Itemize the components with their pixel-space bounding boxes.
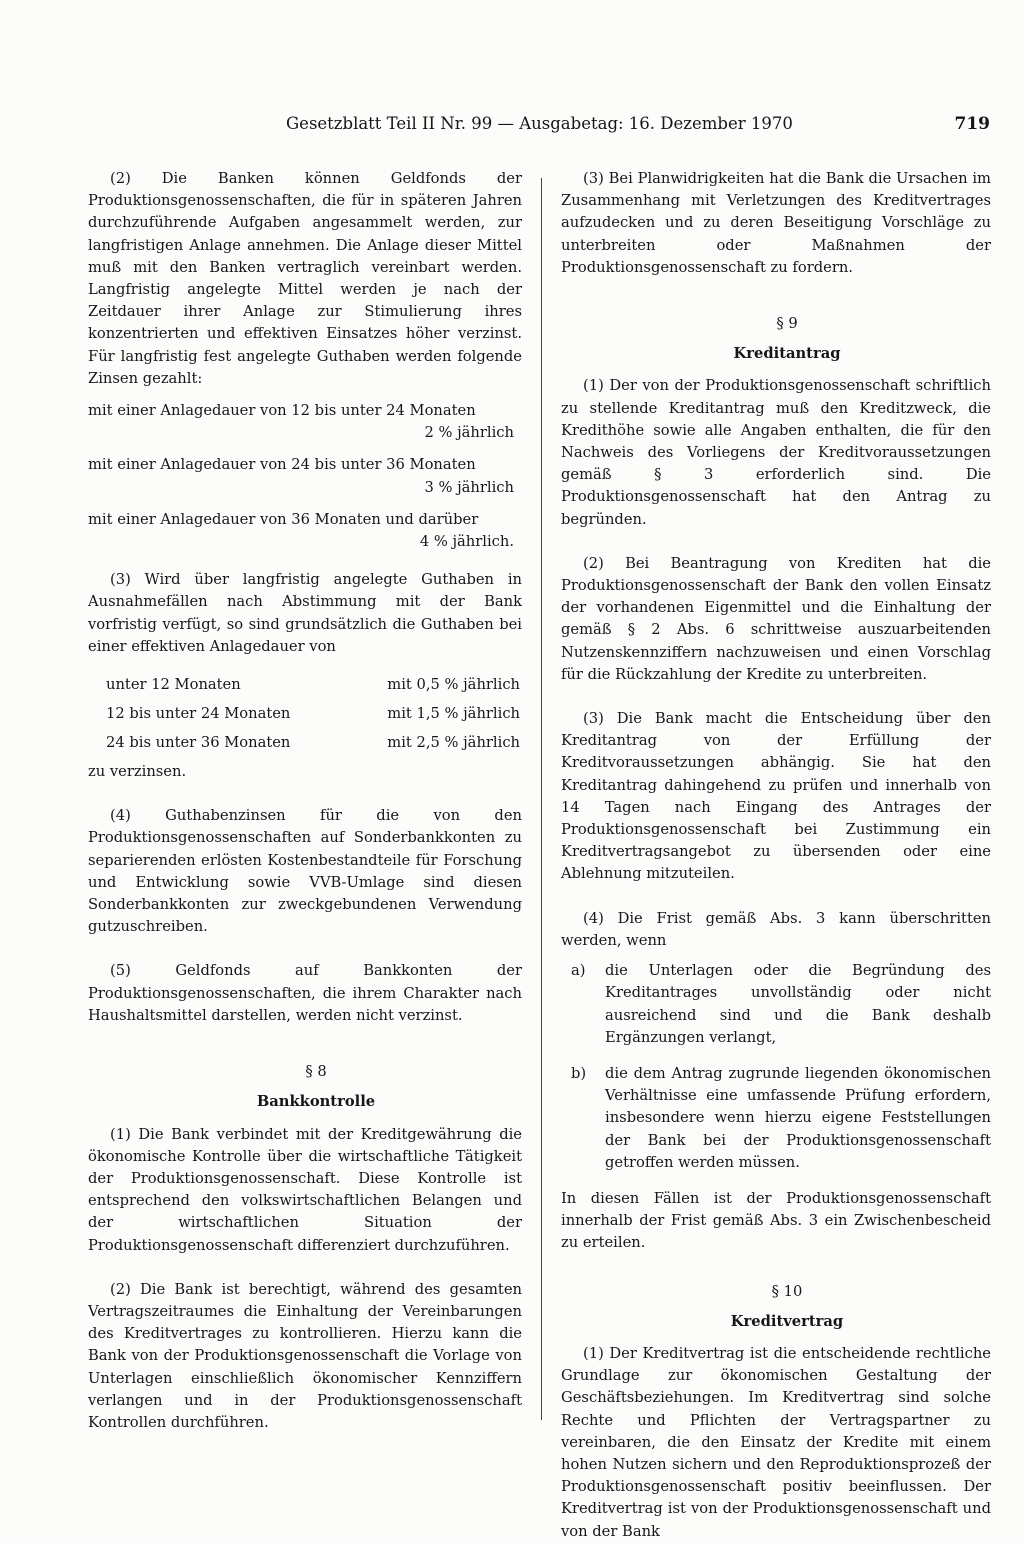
paragraph: (2) Die Bank ist berechtigt, während des gesamten Vertragszeitraumes die Einhaltung der Vereinbarungen des Kreditvertrages zu kontrollieren. Hierzu kann die Bank von der Produktionsgenossenschaft die Vorlage von Unterlagen einschließlich ökonomischer Kennziffern verlangen und in der Produktionsgenossenschaft Kontrollen durchführen. (88, 1280, 522, 1431)
rate-text: mit einer Anlagedauer von 36 Monaten und darüber (88, 510, 479, 528)
list-item (561, 960, 991, 1049)
list-item (561, 1063, 991, 1174)
section-title: Bankkontrolle (256, 1093, 376, 1111)
paragraph: (4) Guthabenzinsen für die von den Produktionsgenossenschaften auf Sonderbankkonten zu separierenden erlösten Kostenbestandteile für Forschung und Entwicklung sowie VVB-Umlage sind diesen Sonderbankkonten zur zweckgebundenen Verwendung gutzuschreiben. (88, 807, 522, 936)
rate-text: mit einer Anlagedauer von 12 bis unter 24 Monaten (88, 402, 476, 420)
paragraph: (5) Geldfonds auf Bankkonten der Produktionsgenossenschaften, die ihrem Charakter nach Haushaltsmittel darstellen, werden nicht verzinst. (88, 962, 522, 1024)
period-cell: 24 bis unter 36 Monaten (106, 734, 291, 752)
rate-cell: mit 0,5 % jährlich (387, 676, 520, 694)
section-number: § 9 (776, 315, 798, 333)
table-row (88, 732, 522, 761)
list-marker: b) (571, 1064, 587, 1082)
paragraph: In diesen Fällen ist der Produktionsgenossenschaft innerhalb der Frist gemäß Abs. 3 ein Zwischenbescheid zu erteilen. (561, 1189, 991, 1252)
list-text: die dem Antrag zugrunde liegenden ökonomischen Verhältnisse eine umfassende Prüfung erfordern, insbesondere wenn hierzu eigene Feststellungen der Bank bei der Produktionsgenossenschaft getroffen werden müssen. (605, 1064, 991, 1171)
list-text: die Unterlagen oder die Begründung des Kreditantrages unvollständig oder nicht ausreichend sind und die Bank deshalb Ergänzungen verlangt, (605, 962, 991, 1046)
page-header (90, 114, 990, 144)
paragraph: (1) Die Bank verbindet mit der Kreditgewährung die ökonomische Kontrolle über die wirtschaftliche Tätigkeit der Produktionsgenossenschaft. Diese Kontrolle ist entsprechend den volkswirtschaftlichen Belangen und der wirtschaftlichen Situation der Produktionsgenossenschaft differenziert durchzuführen. (88, 1125, 522, 1254)
rate-text: mit einer Anlagedauer von 24 bis unter 36 Monaten (88, 456, 476, 474)
rate-entry (88, 509, 522, 553)
rate-value: 2 % jährlich (424, 424, 514, 442)
section-number: § 8 (305, 1063, 327, 1081)
paragraph: (2) Bei Beantragung von Krediten hat die Produktionsgenossenschaft der Bank den vollen Einsatz der vorhandenen Eigenmittel und die Einhaltung der gemäß § 2 Abs. 6 schrittweise auszuarbeitenden Nutzenskennziffern nachzuweisen und einen Vorschlag für die Rückzahlung der Kredite zu unterbreiten. (561, 554, 991, 683)
column-divider (541, 178, 542, 1420)
rate-cell: mit 2,5 % jährlich (387, 734, 520, 752)
paragraph: (3) Wird über langfristig angelegte Guthaben in Ausnahmefällen nach Abstimmung mit der Bank vorfristig verfügt, so sind grundsätzlich die Guthaben bei einer effektiven Anlagedauer von (88, 571, 522, 655)
period-cell: 12 bis unter 24 Monaten (106, 705, 291, 723)
table-row (88, 674, 522, 703)
section-number: § 10 (771, 1282, 803, 1300)
rate-value: 3 % jährlich (424, 478, 514, 496)
paragraph: zu verzinsen. (88, 763, 187, 781)
right-column (561, 168, 991, 1543)
paragraph: (4) Die Frist gemäß Abs. 3 kann überschritten werden, wenn (561, 909, 991, 949)
paragraph: (2) Die Banken können Geldfonds der Produktionsgenossenschaften, die für in späteren Jahren durchzuführende Aufgaben angesammelt werden, zur langfristigen Anlage annehmen. Die Anlage dieser Mittel muß mit den Banken vertraglich vereinbart werden. Langfristig angelegte Mittel werden je nach der Zeitdauer ihrer Anlage zur Stimulierung ihres konzentrierten und effektiven Einsatzes höher verzinst. Für langfristig fest angelegte Guthaben werden folgende Zinsen gezahlt: (88, 170, 522, 387)
paragraph: (3) Bei Planwidrigkeiten hat die Bank die Ursachen im Zusammenhang mit Verletzungen des Kreditvertrages aufzudecken und zu deren Beseitigung Vorschläge zu unterbreiten oder Maßnahmen der Produktionsgenossenschaft zu fordern. (561, 170, 991, 276)
paragraph: (1) Der Kreditvertrag ist die entscheidende rechtliche Grundlage zur ökonomischen Gestaltung der Geschäftsbeziehungen. Im Kreditvertrag sind solche Rechte und Pflichten der Vertragspartner zu vereinbaren, die den Einsatz der Kredite mit einem hohen Nutzen sichern und den Reproduktionsprozeß der Produktionsgenossenschaft positiv beeinflussen. Der Kreditvertrag ist von der Produktionsgenossenschaft und von der Bank (561, 1344, 991, 1540)
rate-cell: mit 1,5 % jährlich (387, 705, 520, 723)
rate-value: 4 % jährlich. (419, 533, 514, 551)
header-title: Gesetzblatt Teil II Nr. 99 — Ausgabetag: 16. Dezember 1970 (286, 114, 793, 133)
period-cell: unter 12 Monaten (106, 676, 241, 694)
page-number: 719 (954, 114, 990, 134)
list-marker: a) (571, 962, 586, 980)
section-title: Kreditantrag (733, 345, 841, 363)
table-row (88, 703, 522, 732)
left-column (88, 168, 522, 1434)
rate-entry (88, 454, 522, 498)
early-rate-table (88, 674, 522, 761)
section-title: Kreditvertrag (730, 1312, 844, 1330)
paragraph: (1) Der von der Produktionsgenossenschaft schriftlich zu stellende Kreditantrag muß den Kreditzweck, die Kredithöhe sowie alle Angaben enthalten, die für den Nachweis des Vorliegens der Kreditvoraussetzungen gemäß § 3 erforderlich sind. Die Produktionsgenossenschaft hat den Antrag zu begründen. (561, 377, 991, 528)
paragraph: (3) Die Bank macht die Entscheidung über den Kreditantrag von der Erfüllung der Kreditvoraussetzungen abhängig. Sie hat den Kreditantrag dahingehend zu prüfen und innerhalb von 14 Tagen nach Eingang des Antrages der Produktionsgenossenschaft bei Zustimmung ein Kreditvertragsangebot zu übersenden oder eine Ablehnung mitzuteilen. (561, 710, 991, 883)
rate-entry (88, 400, 522, 444)
